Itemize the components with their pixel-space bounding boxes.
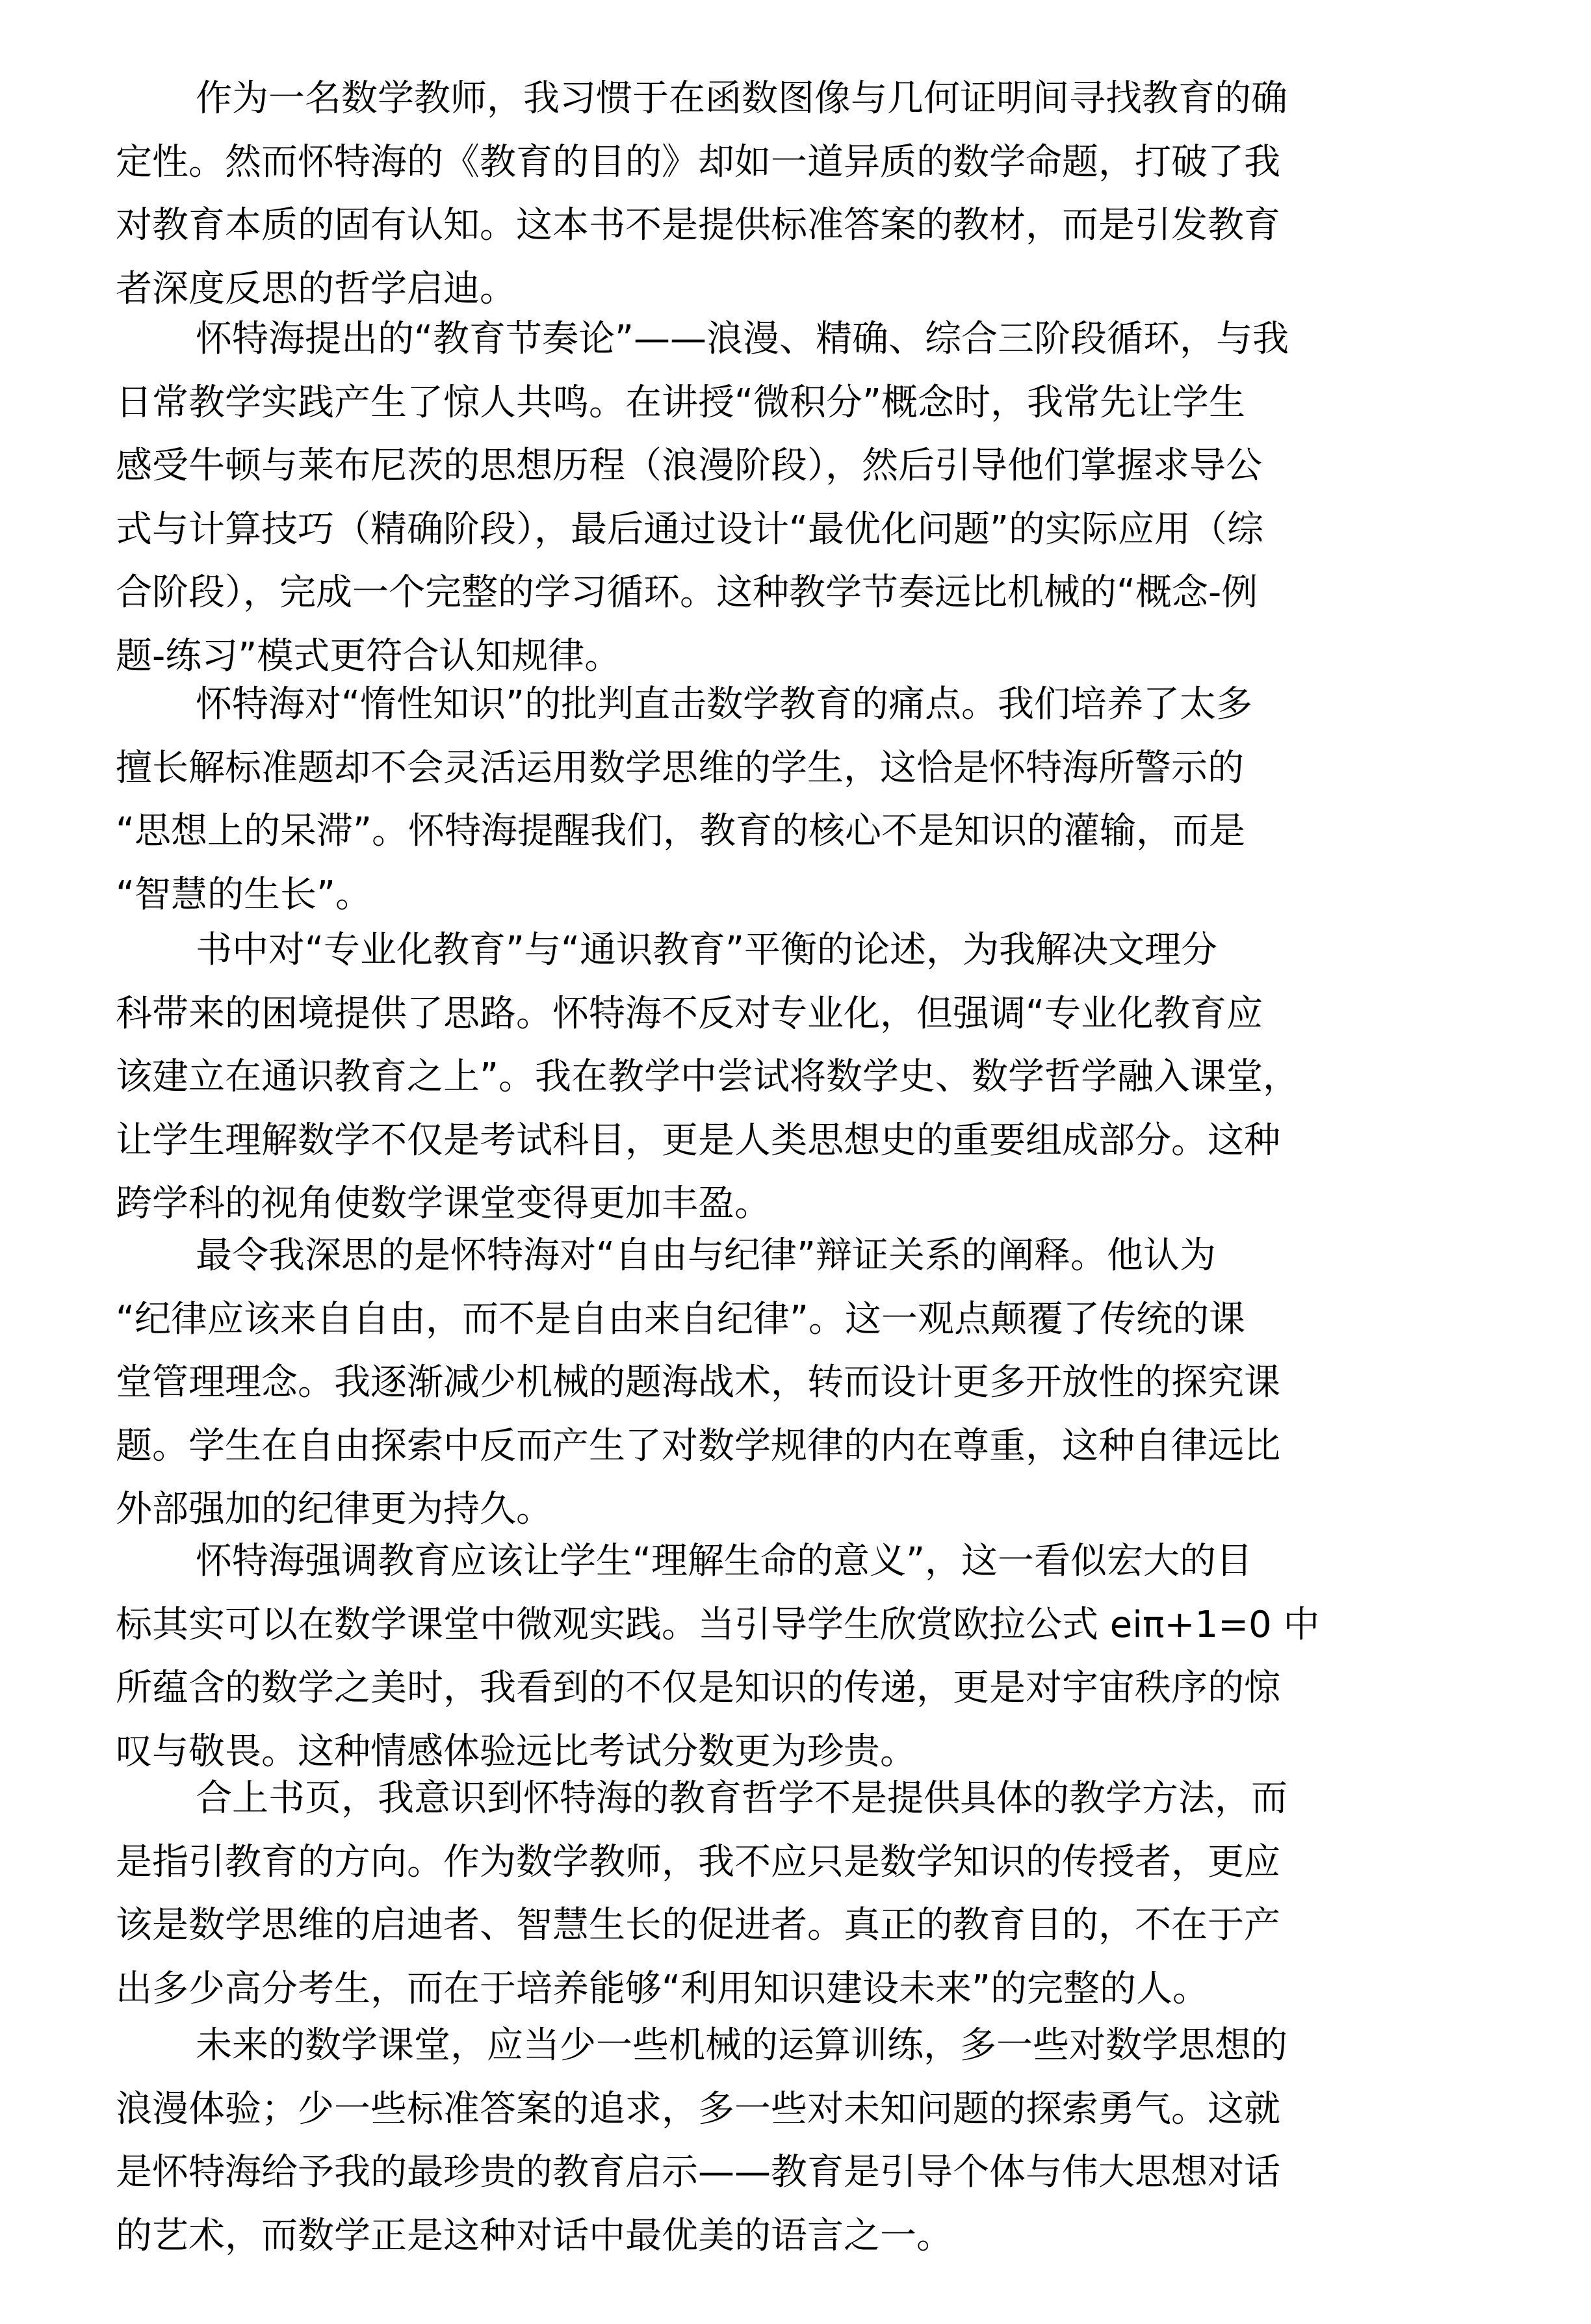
paragraph-line: 题-练习”模式更符合认知规律。 bbox=[116, 634, 621, 677]
paragraph-line: 书中对“专业化教育”与“通识教育”平衡的论述，为我解决文理分 bbox=[196, 929, 1218, 971]
paragraph-line: 的艺术，而数学正是这种对话中最优美的语言之一。 bbox=[116, 2214, 953, 2257]
paragraph-line: 跨学科的视角使数学课堂变得更加丰盈。 bbox=[116, 1182, 771, 1225]
paragraph-line: 者深度反思的哲学启迪。 bbox=[116, 267, 516, 310]
paragraph-2 bbox=[116, 307, 1481, 688]
paragraph-line: 怀特海强调教育应该让学生“理解生命的意义”，这一看似宏大的目 bbox=[196, 1540, 1253, 1582]
paragraph-line: 日常教学实践产生了惊人共鸣。在讲授“微积分”概念时，我常先让学生 bbox=[116, 381, 1246, 424]
paragraph-line: 定性。然而怀特海的《教育的目的》却如一道异质的数学命题，打破了我 bbox=[116, 140, 1280, 183]
paragraph-line: 擅长解标准题却不会灵活运用数学思维的学生，这恰是怀特海所警示的 bbox=[116, 746, 1244, 789]
paragraph-line: 浪漫体验；少一些标准答案的追求，多一些对未知问题的探索勇气。这就 bbox=[116, 2087, 1280, 2130]
paragraph-line: 科带来的困境提供了思路。怀特海不反对专业化，但强调“专业化教育应 bbox=[116, 992, 1263, 1035]
paragraph-line: 未来的数学课堂，应当少一些机械的运算训练，多一些对数学思想的 bbox=[196, 2024, 1287, 2067]
paragraph-line: 作为一名数学教师，我习惯于在函数图像与几何证明间寻找教育的确 bbox=[196, 77, 1287, 120]
paragraph-7 bbox=[116, 1767, 1481, 2020]
paragraph-5 bbox=[116, 1224, 1481, 1541]
paragraph-line: 怀特海对“惰性知识”的批判直击数学教育的痛点。我们培养了太多 bbox=[196, 683, 1253, 725]
paragraph-line: 堂管理理念。我逐渐减少机械的题海战术，转而设计更多开放性的探究课 bbox=[116, 1361, 1280, 1404]
paragraph-line: “智慧的生长”。 bbox=[116, 873, 372, 916]
paragraph-line: 叹与敬畏。这种情感体验远比考试分数更为珍贵。 bbox=[116, 1730, 916, 1773]
paragraph-line: 让学生理解数学不仅是考试科目，更是人类思想史的重要组成部分。这种 bbox=[116, 1119, 1280, 1162]
paragraph-line: 合上书页，我意识到怀特海的教育哲学不是提供具体的教学方法，而 bbox=[196, 1777, 1287, 1820]
paragraph-line: 题。学生在自由探索中反而产生了对数学规律的内在尊重，这种自律远比 bbox=[116, 1424, 1280, 1467]
paragraph-line: “纪律应该来自自由，而不是自由来自纪律”。这一观点颠覆了传统的课 bbox=[116, 1298, 1246, 1340]
paragraph-line: 最令我深思的是怀特海对“自由与纪律”辩证关系的阐释。他认为 bbox=[196, 1234, 1217, 1277]
paragraph-4 bbox=[116, 919, 1481, 1236]
paragraph-line: 所蕴含的数学之美时，我看到的不仅是知识的传递，更是对宇宙秩序的惊 bbox=[116, 1667, 1280, 1709]
paragraph-6 bbox=[116, 1530, 1481, 1783]
paragraph-line: 式与计算技巧（精确阶段），最后通过设计“最优化问题”的实际应用（综 bbox=[116, 508, 1264, 551]
paragraph-line: 外部强加的纪律更为持久。 bbox=[116, 1488, 552, 1530]
paragraph-line: 怀特海提出的“教育节奏论”——浪漫、精确、综合三阶段循环，与我 bbox=[196, 318, 1289, 360]
paragraph-line: 该建立在通识教育之上”。我在教学中尝试将数学史、数学哲学融入课堂， bbox=[116, 1056, 1300, 1098]
paragraph-line: 是怀特海给予我的最珍贵的教育启示——教育是引导个体与伟大思想对话 bbox=[116, 2151, 1280, 2193]
paragraph-line: 是指引教育的方向。作为数学教师，我不应只是数学知识的传授者，更应 bbox=[116, 1840, 1280, 1883]
paragraph-line: 出多少高分考生，而在于培养能够“利用知识建设未来”的完整的人。 bbox=[116, 1967, 1209, 2010]
paragraph-line: 标其实可以在数学课堂中微观实践。当引导学生欣赏欧拉公式 eiπ+1=0 中 bbox=[116, 1603, 1320, 1646]
paragraph-3 bbox=[116, 673, 1481, 926]
paragraph-line: 感受牛顿与莱布尼茨的思想历程（浪漫阶段），然后引导他们掌握求导公 bbox=[116, 445, 1262, 487]
paragraph-line: 合阶段），完成一个完整的学习循环。这种教学节奏远比机械的“概念-例 bbox=[116, 571, 1258, 614]
paragraph-line: 该是数学思维的启迪者、智慧生长的促进者。真正的教育目的，不在于产 bbox=[116, 1904, 1280, 1946]
paragraph-8 bbox=[116, 2014, 1481, 2267]
paragraph-1 bbox=[116, 67, 1481, 320]
paragraph-line: “思想上的呆滞”。怀特海提醒我们，教育的核心不是知识的灌输，而是 bbox=[116, 810, 1246, 852]
paragraph-line: 对教育本质的固有认知。这本书不是提供标准答案的教材，而是引发教育 bbox=[116, 204, 1280, 246]
